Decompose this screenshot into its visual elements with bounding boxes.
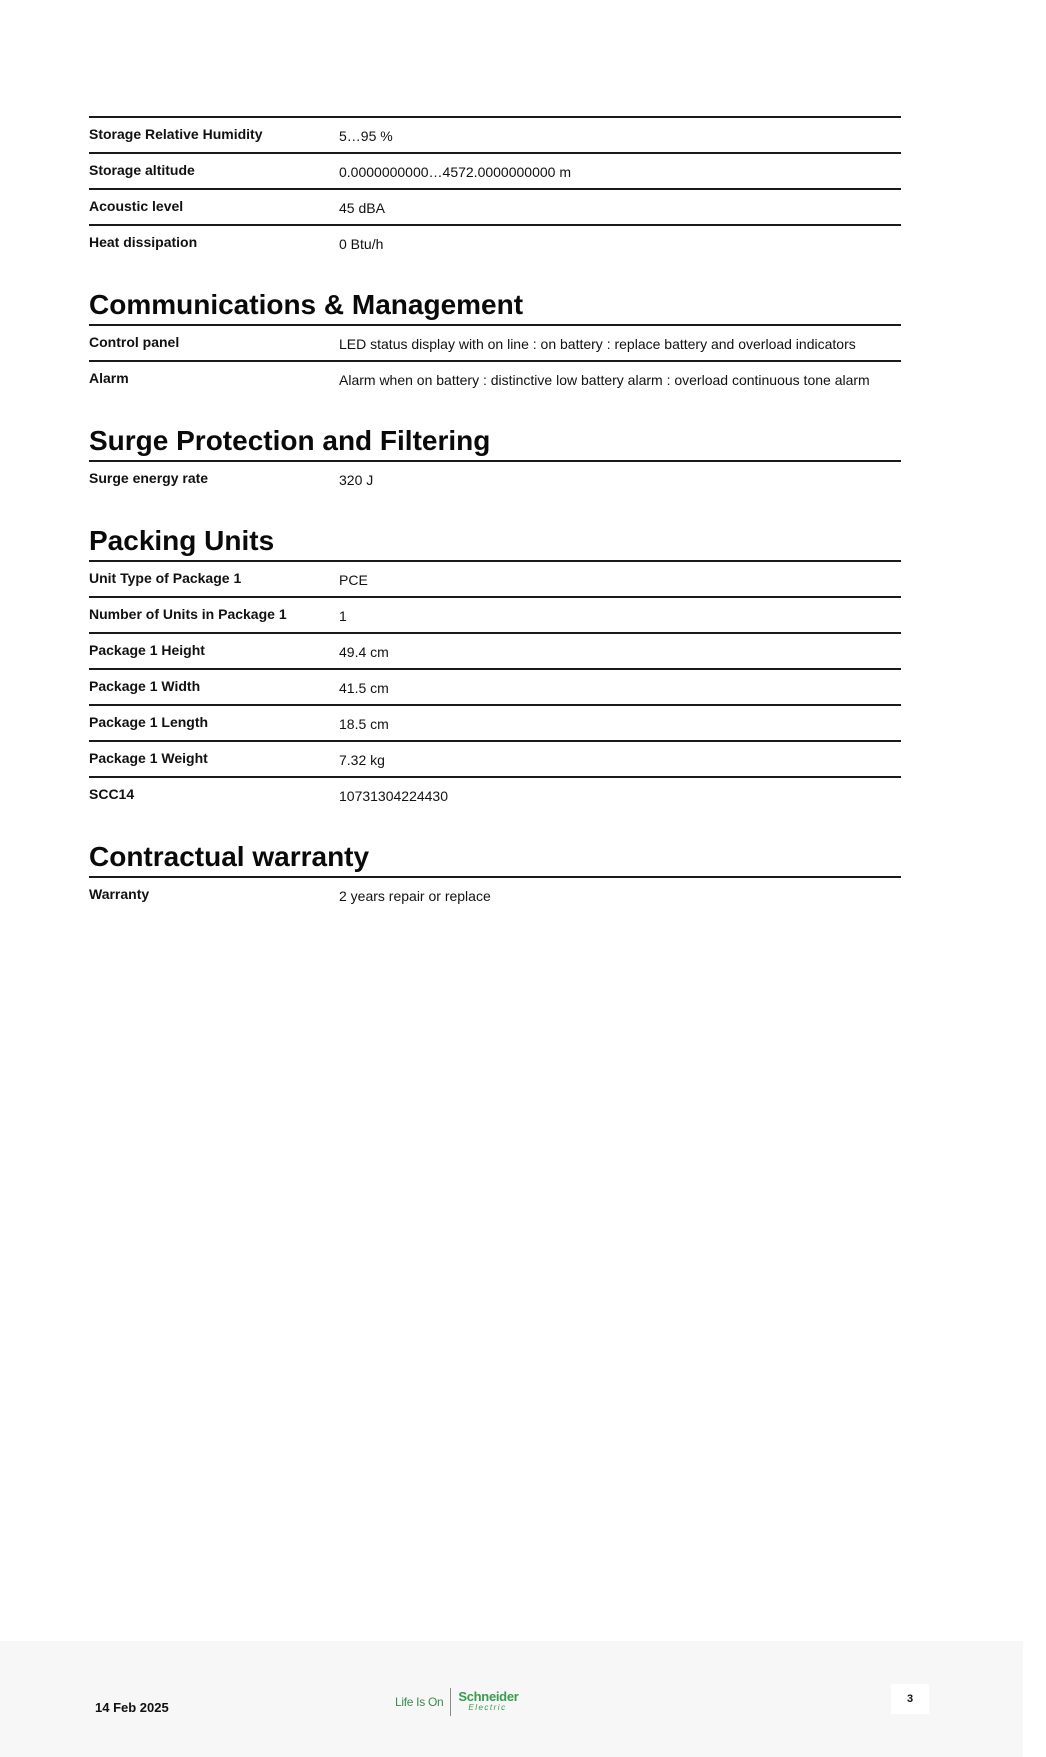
spec-row [89,360,901,396]
page-footer [0,1641,1023,1757]
spec-label: Warranty [89,886,150,902]
spec-value: 7.32 kg [339,752,385,768]
spec-label: Storage Relative Humidity [89,126,263,142]
spec-value: 0 Btu/h [339,236,384,252]
section-title: Packing Units [89,525,275,556]
spec-row [89,876,901,912]
spec-row [89,596,901,632]
spec-value: 10731304224430 [339,788,449,804]
spec-label: Package 1 Weight [89,750,208,766]
spec-label: Storage altitude [89,162,195,178]
section-title: Surge Protection and Filtering [89,425,491,456]
logo-divider [450,1688,451,1716]
section-title: Contractual warranty [89,841,370,872]
spec-row [89,560,901,596]
spec-label: Heat dissipation [89,234,198,250]
spec-row [89,776,901,812]
spec-row [89,740,901,776]
logo-brand: Schneider [458,1689,519,1704]
spec-label: Surge energy rate [89,470,209,486]
spec-row [89,224,901,260]
spec-row [89,324,901,360]
spec-label: Unit Type of Package 1 [89,570,242,586]
spec-value: PCE [339,572,368,588]
spec-row [89,188,901,224]
footer-date: 14 Feb 2025 [95,1700,169,1715]
spec-value: 18.5 cm [339,716,389,732]
section-environment [89,116,901,260]
spec-label: Package 1 Height [89,642,205,658]
section-communications [89,288,901,396]
section-surge-protection [89,424,901,496]
spec-label: Alarm [89,370,129,386]
spec-value: Alarm when on battery : distinctive low battery alarm : overload continuous tone alarm [339,372,870,388]
spec-label: Package 1 Width [89,678,201,694]
spec-row [89,668,901,704]
section-packing-units [89,524,901,812]
spec-value: 1 [339,608,347,624]
spec-row [89,116,901,152]
spec-label: Control panel [89,334,180,350]
page-number: 3 [891,1684,929,1714]
spec-value: 0.0000000000…4572.0000000000 m [339,164,571,180]
spec-value: 2 years repair or replace [339,888,491,904]
section-contractual-warranty [89,840,901,912]
spec-label: Package 1 Length [89,714,209,730]
spec-row [89,460,901,496]
spec-label: Number of Units in Package 1 [89,606,287,622]
spec-row [89,632,901,668]
logo-brand-block [458,1691,518,1713]
logo-tagline: Life Is On [395,1695,444,1709]
spec-row [89,152,901,188]
spec-value: 41.5 cm [339,680,389,696]
spec-label: SCC14 [89,786,135,802]
spec-label: Acoustic level [89,198,184,214]
schneider-electric-logo [395,1687,519,1717]
logo-brand-sub: Electric [468,1703,507,1712]
spec-row [89,704,901,740]
spec-value: LED status display with on line : on battery : replace battery and overload indicators [339,336,856,352]
section-title: Communications & Management [89,289,524,320]
spec-value: 45 dBA [339,200,385,216]
spec-value: 49.4 cm [339,644,389,660]
spec-content [89,116,901,940]
spec-value: 5…95 % [339,128,393,144]
spec-value: 320 J [339,472,374,488]
